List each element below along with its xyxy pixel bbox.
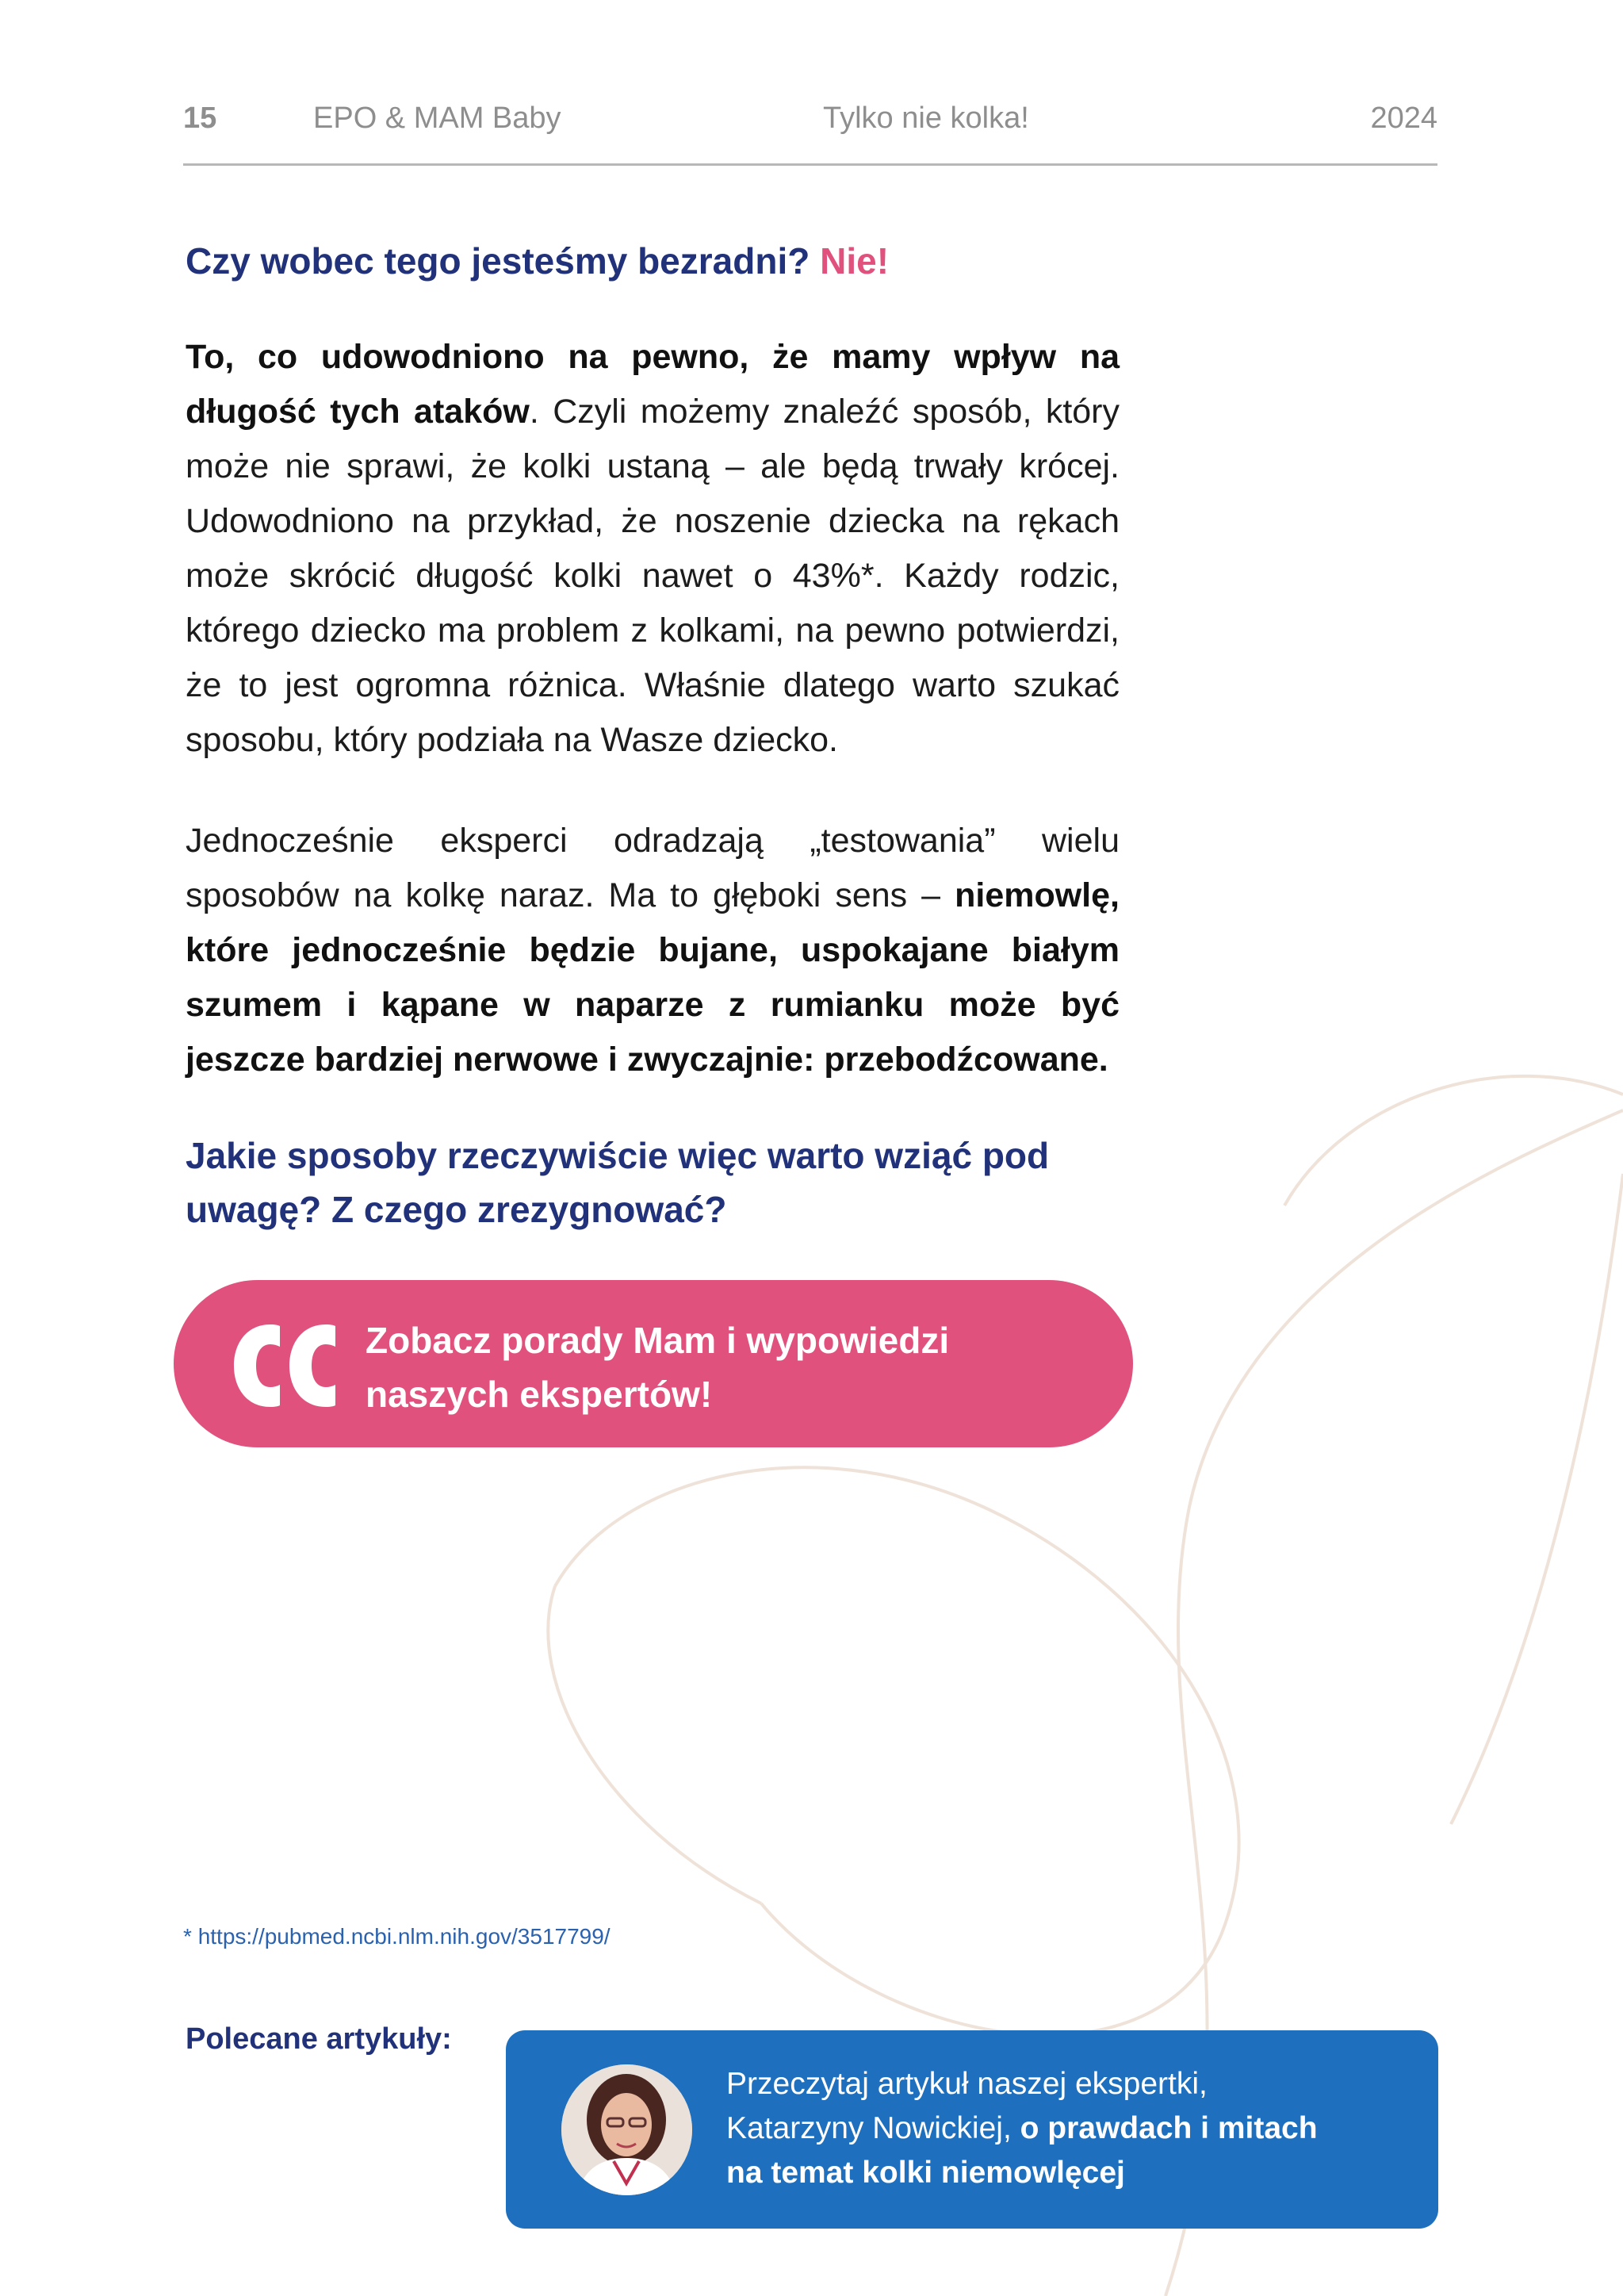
heading-text: Czy wobec tego jesteśmy bezradni? [186,240,810,282]
paragraph-2 [186,814,1120,1087]
paragraph-1-text: . Czyli możemy znaleźć sposób, który może nie sprawi, że kolki ustaną – ale będą trwały krócej. Udowodniono na przykład, że noszenie dziecka na rękach może skrócić długość kolki nawet o 43%*. Każdy rodzic, którego dziecko ma problem z kolkami, na pewno potwierdzi, że to jest ogromna różnica. Właśnie dlatego warto szukać sposobu, który podziała na Wasze dziecko. [186,393,1120,759]
page-header [183,102,1437,141]
expert-avatar [561,2064,692,2195]
quote-icon [229,1318,340,1413]
header-divider [183,163,1437,166]
section-heading-2: Jakie sposoby rzeczywiście więc warto wziąć pod uwagę? Z czego zrezygnować? [186,1135,1050,1230]
header-year: 2024 [1370,102,1437,135]
recommended-label: Polecane artykuły: [186,2022,452,2056]
cta-banner[interactable] [174,1280,1133,1447]
section-heading-1 [186,235,1120,287]
page-number: 15 [183,102,217,135]
footnote-marker: * [183,1924,192,1949]
paragraph-1 [186,330,1120,768]
cta-line-1: Zobacz porady Mam i wypowiedzi [366,1320,950,1361]
avatar-portrait [561,2064,692,2195]
paragraph-2-bold: niemowlę, które jednocześnie będzie bujane, uspokajane białym szumem i kąpane w naparze z rumianku może być jeszcze bardziej nerwowe i zwyczajnie: przebodźcowane. [186,876,1120,1079]
cta-line-2: naszych ekspertów! [366,1374,713,1415]
recommended-article-card[interactable] [506,2030,1438,2229]
recommended-article-text [726,2062,1408,2195]
rec-line-2-bold: o prawdach i mitach [1020,2111,1318,2145]
header-title: Tylko nie kolka! [823,102,1029,135]
heading-accent: Nie! [820,240,890,282]
rec-line-3 [726,2151,1408,2195]
rec-line-2 [726,2106,1408,2151]
main-content [186,235,1120,1236]
rec-line-3-bold: na temat kolki niemowlęcej [726,2156,1125,2190]
rec-line-2-plain: Katarzyny Nowickiej, [726,2111,1020,2145]
footnote [183,1924,611,1949]
cta-text [366,1313,1079,1421]
rec-line-1: Przeczytaj artykuł naszej ekspertki, [726,2067,1208,2101]
header-brand: EPO & MAM Baby [313,102,561,135]
footnote-link[interactable]: https://pubmed.ncbi.nlm.nih.gov/3517799/ [197,1924,611,1949]
paragraph-1-bold: To, co udowodniono na pewno, że mamy wpływ na długość tych ataków [186,338,1120,431]
paragraph-2-text: Jednocześnie eksperci odradzają „testowania” wielu sposobów na kolkę naraz. Ma to głęboki sens – [186,822,1120,914]
